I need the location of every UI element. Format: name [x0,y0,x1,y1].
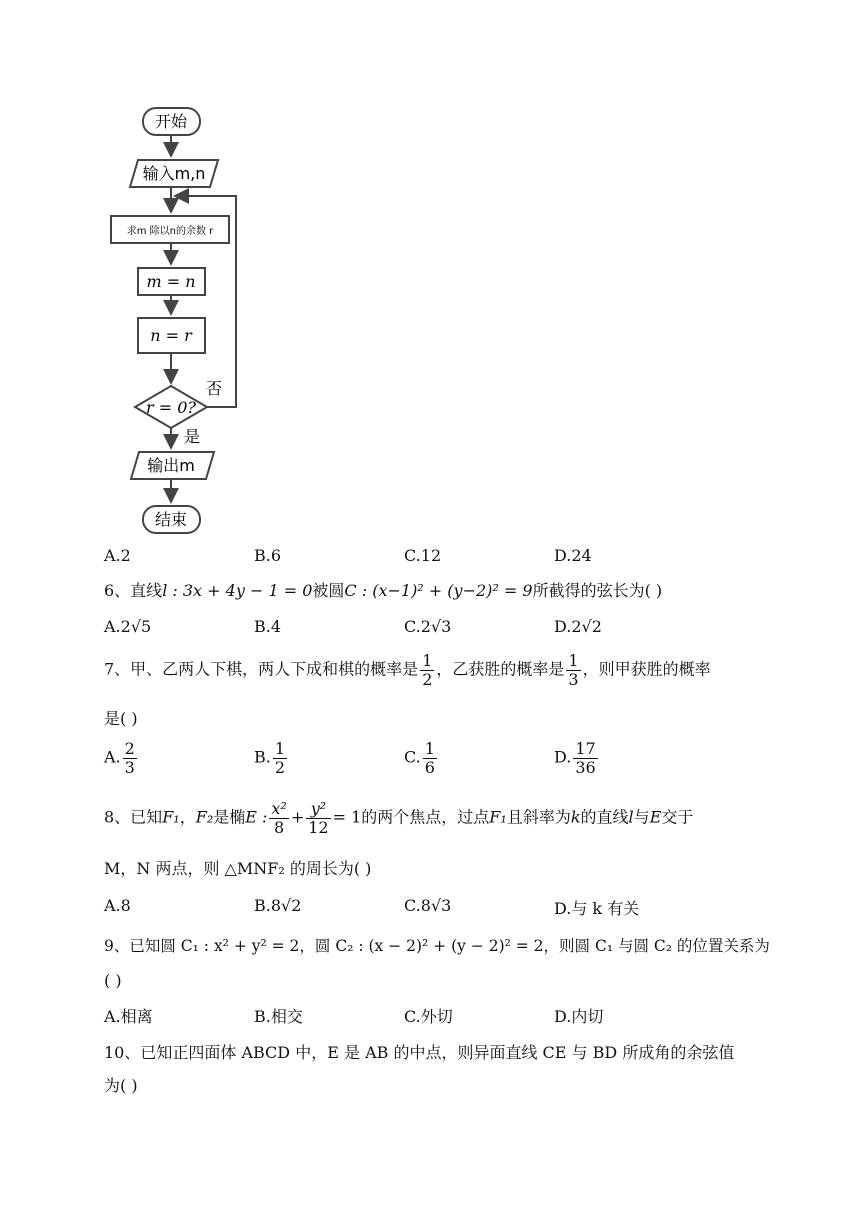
q9-option-a[interactable]: A.相离 [104,1007,153,1026]
q7-option-c[interactable]: C. $\frac{1}{6}$ [404,739,435,777]
remainder-label: 求m 除以n的余数 r [126,226,214,237]
q8-option-b[interactable]: B.8√2 [254,896,302,915]
q5-option-a[interactable]: A.2 [104,546,131,565]
assign-m-label: m = n [146,272,196,291]
q9-option-d[interactable]: D.内切 [554,1007,604,1026]
end-label: 结束 [154,510,188,529]
q5-option-d[interactable]: D.24 [554,546,592,565]
q8-stem: 8、已知F₁，F₂是椭E : $\frac{\text{x²}}{8}$ + $\frac{\text{y²}}{12}$ = 1的两个焦点，过点F₁且斜率为k的直线l与E交于 [104,799,694,837]
q10-stem-line2: 为( ) [104,1076,138,1095]
q8-option-c[interactable]: C.8√3 [404,896,452,915]
q6-option-c[interactable]: C.2√3 [404,617,452,636]
q7-option-a[interactable]: A. $\frac{2}{3}$ [104,739,135,777]
q7-stem-line2: 是( ) [104,709,138,728]
q9-stem-line2: ( ) [104,971,122,990]
q7-option-d[interactable]: D. $\frac{17}{36}$ [554,739,596,777]
input-label: 输入m,n [142,164,206,183]
q5-option-b[interactable]: B.6 [254,546,282,565]
q7-stem: 7、甲、乙两人下棋，两人下成和棋的概率是 $\frac{1}{2}$ ，乙获胜的概率是 $\frac{1}{3}$ ，则甲获胜的概率 [104,651,711,689]
q8-option-d[interactable]: D.与 k 有关 [554,899,640,918]
q5-option-c[interactable]: C.12 [404,546,442,565]
q6-option-a[interactable]: A.2√5 [104,617,152,636]
q7-option-b[interactable]: B. $\frac{1}{2}$ [254,739,286,777]
q6-stem: 6、直线l : 3x + 4y − 1 = 0被圆C : (x−1)² + (y−2)² = 9所截得的弦长为( ) [104,581,663,600]
q9-option-b[interactable]: B.相交 [254,1007,303,1026]
q6-option-b[interactable]: B.4 [254,617,282,636]
q8-option-a[interactable]: A.8 [104,896,131,915]
no-label: 否 [206,379,223,398]
q8-stem-line2: M，N 两点，则 △MNF₂ 的周长为( ) [104,859,372,878]
flowchart [0,0,860,545]
yes-label: 是 [184,427,201,446]
start-label: 开始 [154,112,188,131]
q6-option-d[interactable]: D.2√2 [554,617,602,636]
assign-n-label: n = r [150,326,192,345]
q9-stem: 9、已知圆 C₁ : x² + y² = 2，圆 C₂ : (x − 2)² + (y − 2)² = 2，则圆 C₁ 与圆 C₂ 的位置关系为 [104,937,770,955]
condition-label: r = 0? [146,398,196,417]
output-label: 输出m [147,456,195,475]
q10-stem: 10、已知正四面体 ABCD 中，E 是 AB 的中点，则异面直线 CE 与 BD 所成角的余弦值 [104,1043,735,1062]
q9-option-c[interactable]: C.外切 [404,1007,453,1026]
